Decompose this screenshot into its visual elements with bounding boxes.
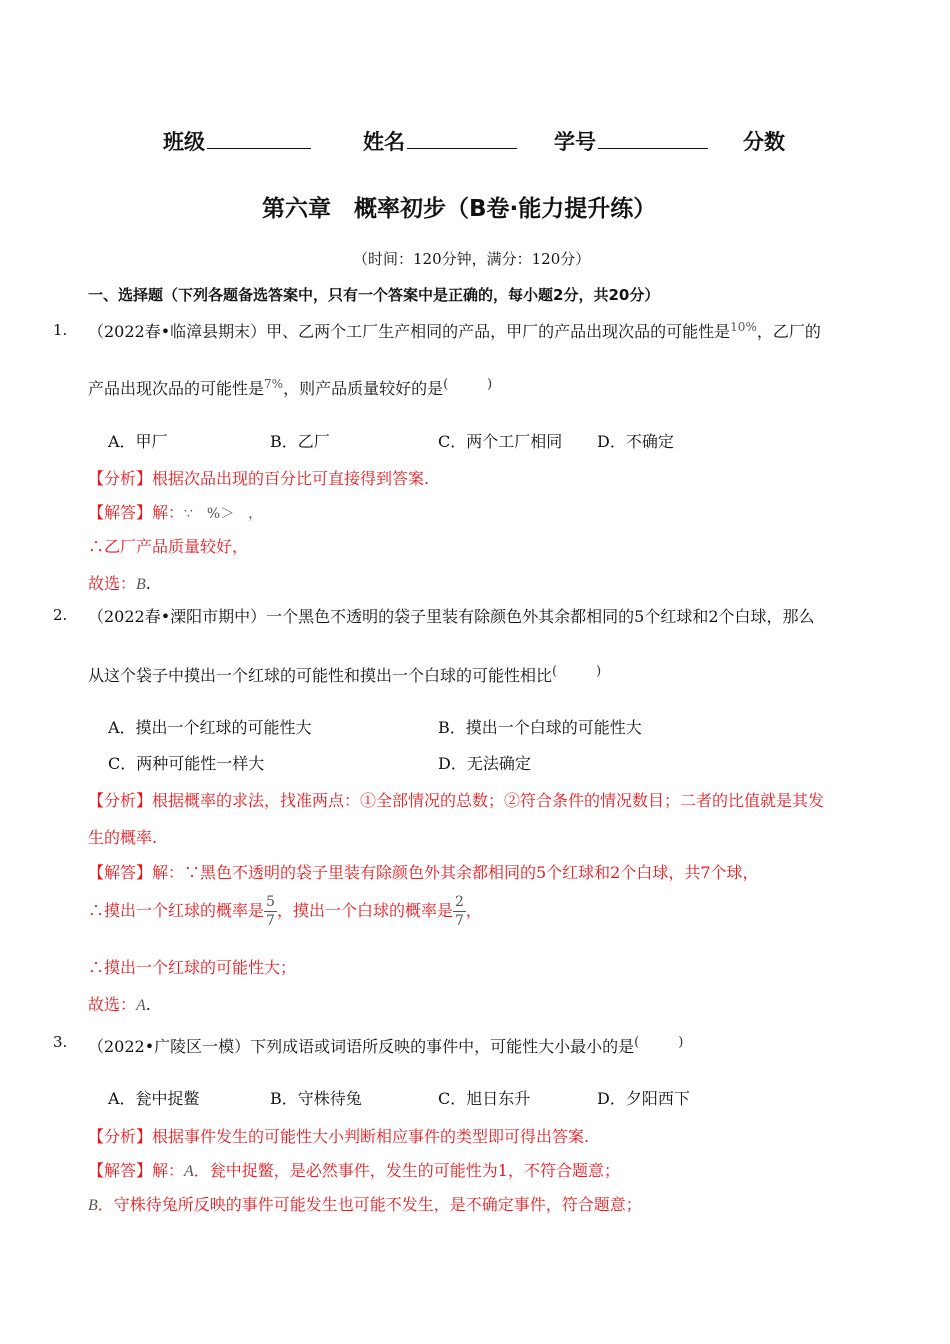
answer-text	[88, 1158, 620, 1181]
analysis-text: 【分析】根据事件发生的可能性大小判断相应事件的类型即可得出答案.	[88, 1127, 590, 1146]
q2-text: 从这个袋子中摸出一个红球的可能性和摸出一个白球的可能性相比	[88, 666, 553, 685]
chosen-option: A	[136, 997, 146, 1014]
question-number: 1.	[53, 321, 68, 339]
analysis-text-cont: 生的概率.	[88, 828, 158, 847]
student-id-field	[554, 126, 708, 156]
choose-label: 故选：	[88, 574, 137, 593]
student-id-label: 学号	[554, 130, 596, 154]
numerator: 5	[266, 894, 275, 910]
probability-line	[88, 895, 482, 928]
numerator: 2	[454, 894, 464, 910]
answer-label: 【解答】解：	[88, 1161, 185, 1180]
white-prob-text: ，摸出一个白球的概率是	[276, 901, 453, 920]
option-c: C．两个工厂相同	[438, 432, 563, 451]
answer-label: 【解答】解：	[88, 503, 185, 522]
choice-line	[88, 571, 151, 594]
score-field	[743, 126, 785, 156]
q1-stem-line2	[88, 373, 492, 399]
q1-text: 产品出现次品的可能性是	[88, 379, 265, 398]
answer-text	[88, 500, 262, 523]
conclusion-text: ∴乙厂产品质量较好，	[88, 537, 249, 556]
answer-text: 【解答】解：∵黑色不透明的袋子里装有除颜色外其余都相同的5个红球和2个白球，共7个球，	[88, 863, 759, 882]
option-c: C．旭日东升	[438, 1089, 531, 1108]
answer-b-line	[88, 1192, 642, 1215]
option-label-b: B	[88, 1197, 98, 1214]
class-label: 班级	[163, 130, 205, 154]
denominator: 7	[266, 913, 275, 929]
option-d: D．夕阳西下	[597, 1089, 690, 1108]
option-a: A．瓮中捉鳖	[108, 1089, 200, 1108]
option-d: D．无法确定	[438, 754, 531, 773]
q3-text: （2022•广陵区一模）下列成语或词语所反映的事件中，可能性大小最小的是	[88, 1037, 635, 1056]
choose-label: 故选：	[88, 995, 137, 1014]
period: .	[145, 995, 151, 1014]
section-heading: 一、选择题（下列各题备选答案中，只有一个答案中是正确的，每小题2分，共20分）	[88, 286, 660, 304]
option-b: B．摸出一个白球的可能性大	[438, 718, 642, 737]
answer-paren: ( )	[552, 664, 602, 679]
red-prob-text: ∴摸出一个红球的概率是	[88, 901, 265, 920]
option-d: D．不确定	[597, 432, 674, 451]
option-label-a: A	[184, 1163, 194, 1180]
q1-text: （2022春•临漳县期末）甲、乙两个工厂生产相同的产品，甲厂的产品出现次品的可能性是	[88, 322, 731, 341]
answer-paren: ( )	[443, 377, 493, 392]
name-field	[363, 126, 517, 156]
choice-line	[88, 992, 151, 1015]
name-label: 姓名	[363, 130, 405, 154]
option-a: A．甲厂	[108, 432, 168, 451]
name-blank	[407, 128, 517, 149]
class-blank	[207, 128, 311, 149]
analysis-text: 【分析】根据次品出现的百分比可直接得到答案.	[88, 469, 430, 488]
time-info: （时间：120分钟，满分：120分）	[353, 250, 591, 268]
q1-stem-line1	[88, 319, 821, 342]
period: .	[145, 574, 151, 593]
q3-stem-line1	[88, 1031, 683, 1057]
answer-b-text: ．守株待兔所反映的事件可能发生也可能不发生，是不确定事件，符合题意；	[97, 1195, 642, 1214]
answer-math: ∵ %＞ ，	[184, 506, 263, 522]
option-c: C．两种可能性一样大	[108, 754, 265, 773]
student-id-blank	[598, 128, 708, 149]
option-b: B．守株待兔	[270, 1089, 362, 1108]
conclusion-text: ∴摸出一个红球的可能性大；	[88, 958, 297, 977]
score-label: 分数	[743, 130, 785, 154]
q1-percent-a: 10%	[730, 320, 757, 334]
analysis-text: 【分析】根据概率的求法，找准两点：①全部情况的总数；②符合条件的情况数目；二者的比值就是其发	[88, 791, 825, 810]
q2-stem-line2	[88, 660, 601, 686]
comma: ，	[465, 901, 482, 920]
q1-text: ，则产品质量较好的是	[283, 379, 444, 398]
answer-a-text: ．瓮中捉鳖，是必然事件，发生的可能性为1，不符合题意；	[193, 1161, 620, 1180]
chosen-option: B	[136, 576, 146, 593]
option-a: A．摸出一个红球的可能性大	[108, 718, 312, 737]
denominator: 7	[454, 913, 464, 929]
q1-text: ，乙厂的	[756, 322, 821, 341]
fraction-two-sevenths	[453, 895, 466, 928]
question-number: 2.	[53, 606, 68, 624]
q2-stem-line1: （2022春•溧阳市期中）一个黑色不透明的袋子里装有除颜色外其余都相同的5个红球和2个白球，那么	[88, 607, 815, 626]
option-b: B．乙厂	[270, 432, 330, 451]
fraction-five-sevenths	[264, 895, 277, 928]
answer-paren: ( )	[634, 1035, 684, 1050]
page-title: 第六章 概率初步（B卷·能力提升练）	[262, 196, 657, 222]
question-number: 3.	[53, 1033, 68, 1051]
q1-percent-b: 7%	[264, 377, 284, 391]
class-field	[163, 126, 311, 156]
